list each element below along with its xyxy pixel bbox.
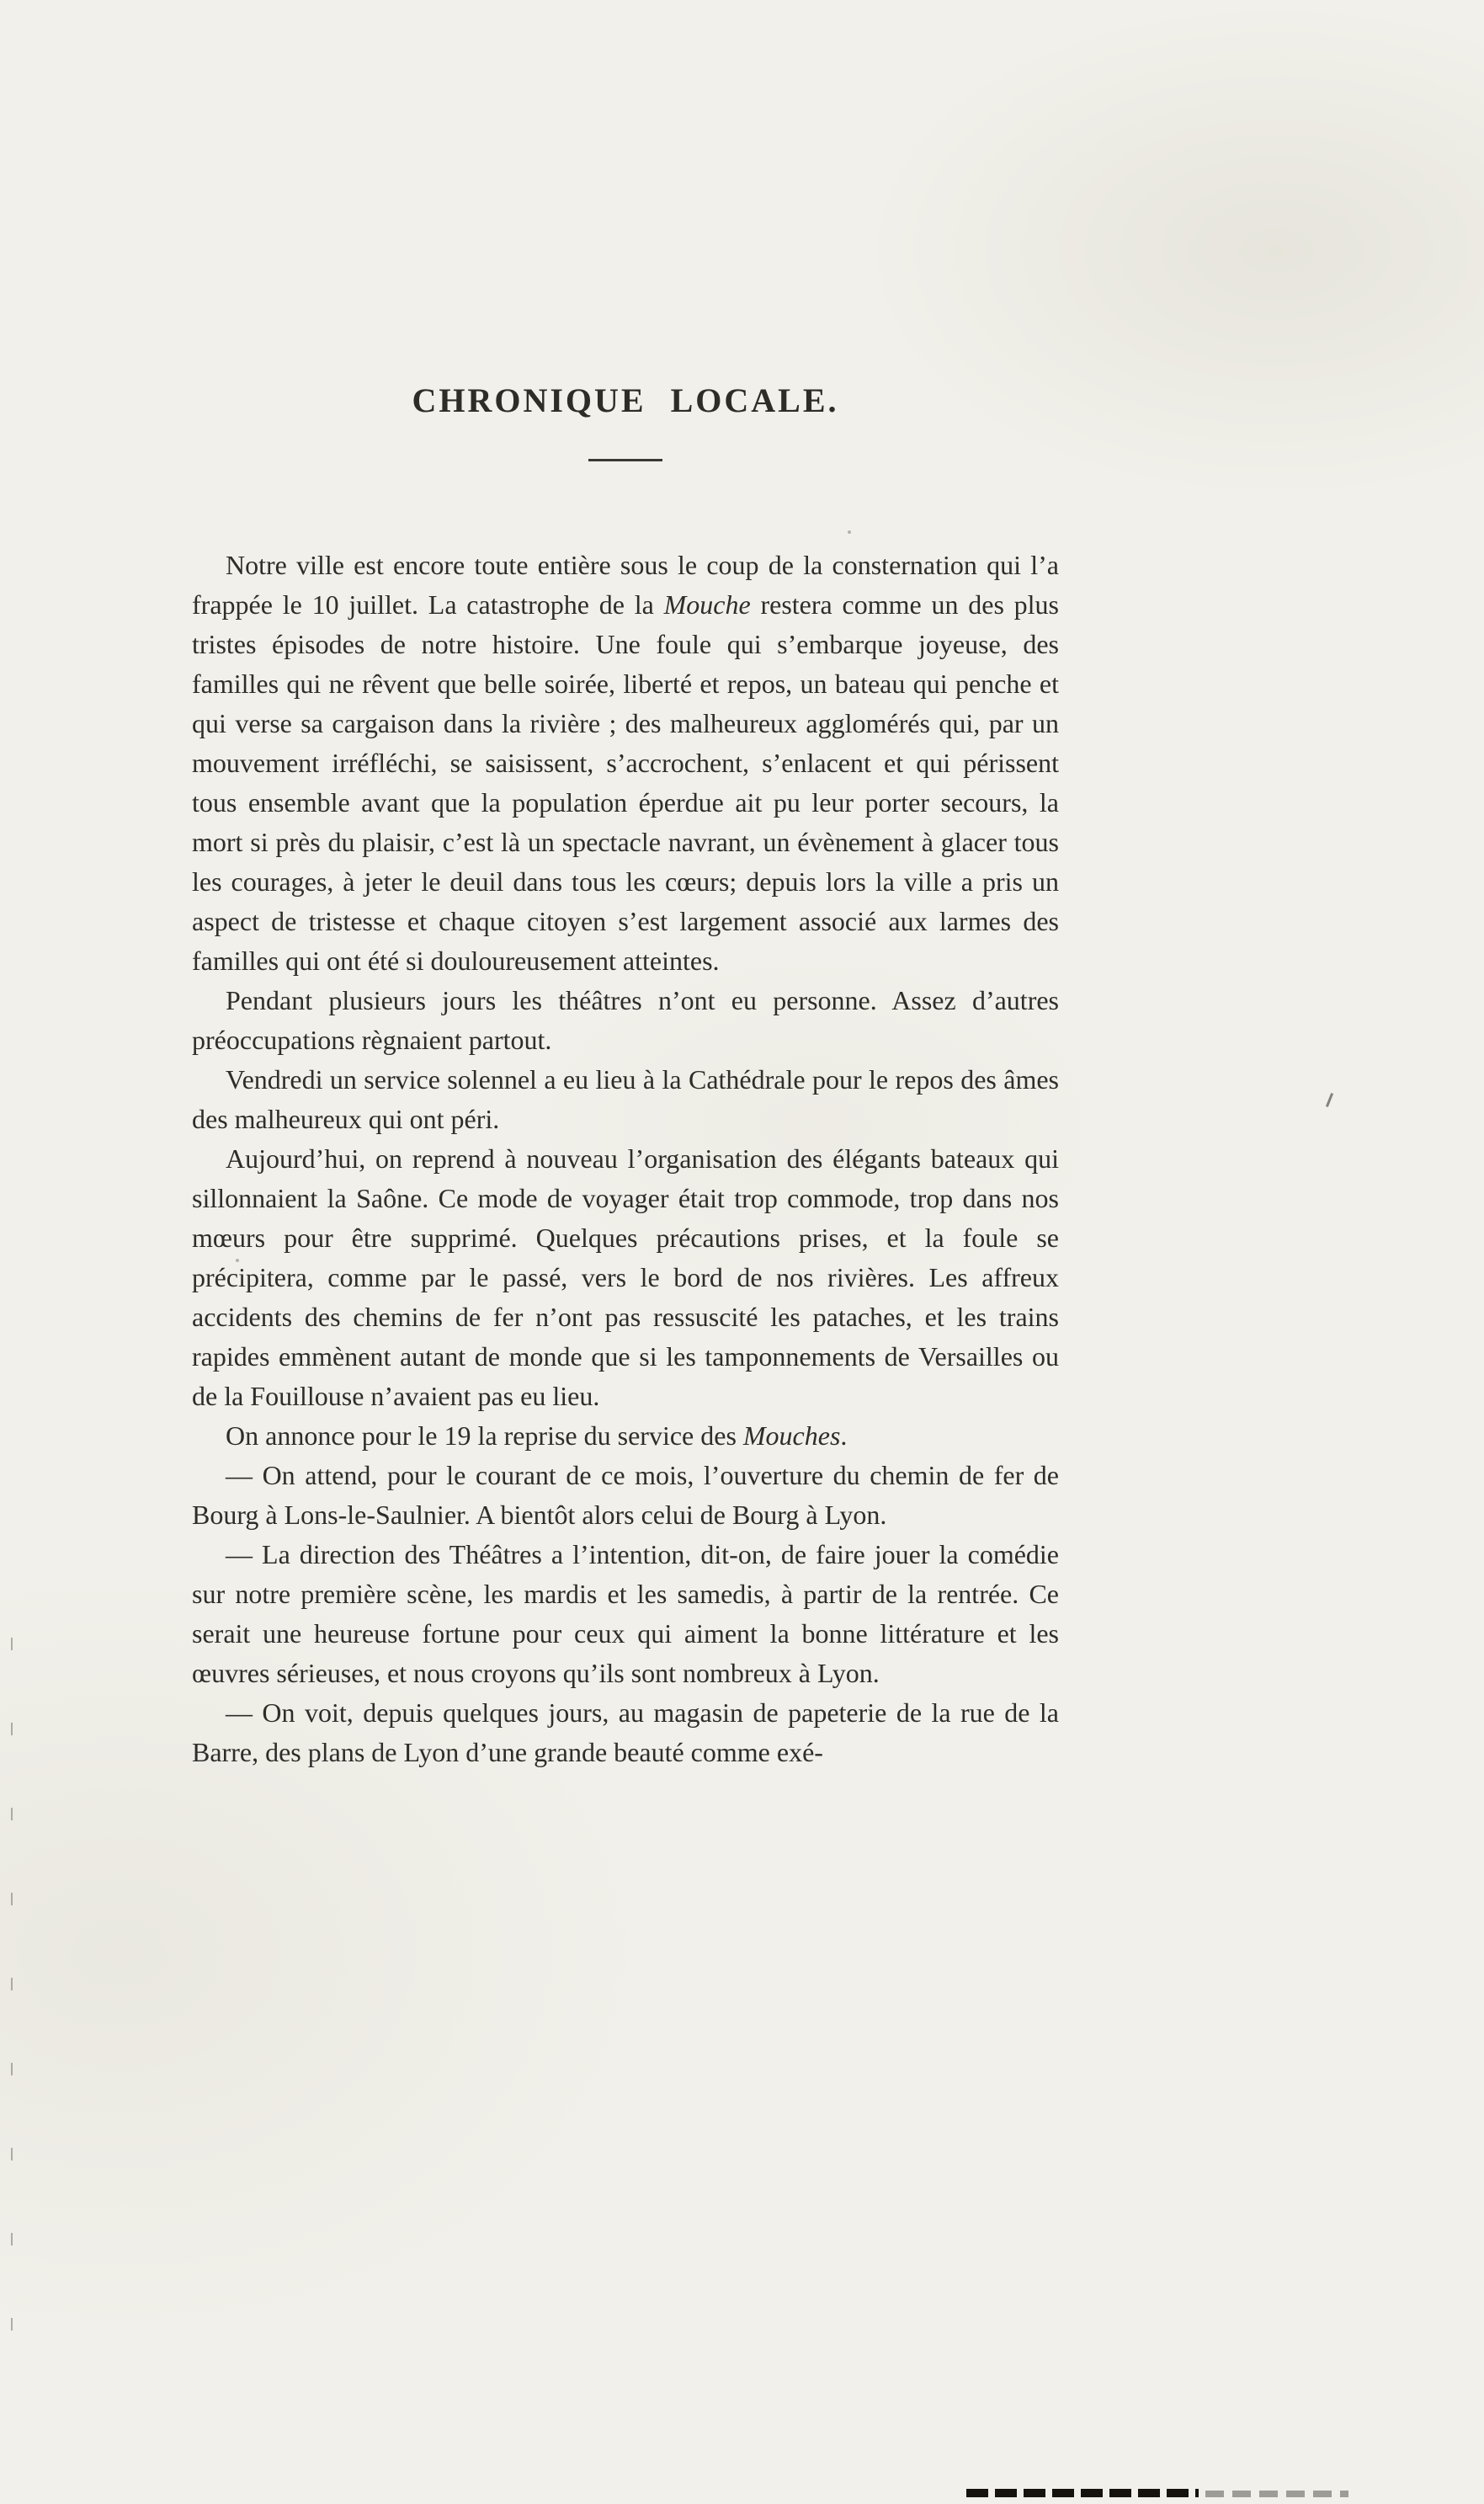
paragraph	[192, 981, 1059, 1060]
body-text-segment: — On voit, depuis quelques jours, au magasin de papeterie de la rue de la Barre, des plans de Lyon d’une grande beauté comme exé-	[192, 1697, 1059, 1767]
scan-artifact-bottom-dashes-faint	[1205, 2491, 1348, 2497]
body-text-segment: Vendredi un service solennel a eu lieu à la Cathédrale pour le repos des âmes des malheureux qui ont péri.	[192, 1064, 1059, 1134]
body-text-segment: .	[840, 1420, 848, 1451]
body-text-segment: — On attend, pour le courant de ce mois, l’ouverture du chemin de fer de Bourg à Lons-le-Saulnier. A bientôt alors celui de Bourg à Lyon.	[192, 1460, 1059, 1530]
scan-artifact-bottom-dashes	[966, 2489, 1199, 2497]
paragraph	[192, 1060, 1059, 1139]
document-body	[192, 546, 1059, 1772]
paragraph	[192, 1416, 1059, 1456]
scan-artifact-left-margin	[11, 1638, 13, 2331]
body-text-segment: restera comme un des plus tristes épisodes de notre histoire. Une foule qui s’embarque joyeuse, des familles qui ne rêvent que belle soirée, liberté et repos, un bateau qui penche et qui verse sa cargaison dans la rivière ; des malheureux agglomérés qui, par un mouvement irréfléchi, se saisissent, s’accrochent, s’enlacent et qui périssent tous ensemble avant que la population éperdue ait pu leur porter secours, la mort si près du plaisir, c’est là un spectacle navrant, un évènement à glacer tous les courages, à jeter le deuil dans tous les cœurs; depuis lors la ville a pris un aspect de tristesse et chaque citoyen s’est largement associé aux larmes des familles qui ont été si douloureusement atteintes.	[192, 589, 1060, 976]
body-text-segment: Aujourd’hui, on reprend à nouveau l’organisation des élégants bateaux qui sillonnaient la Saône. Ce mode de voyager était trop commode, trop dans nos mœurs pour être supprimé. Quelques précautions prises, et la foule se précipitera, comme par le passé, vers le bord de nos rivières. Les affreux accidents des chemins de fer n’ont pas ressuscité les pataches, et les trains rapides emmènent autant de monde que si les tamponnements de Versailles ou de la Fouillouse n’avaient pas eu lieu.	[192, 1143, 1059, 1411]
scan-speck-dot	[848, 530, 851, 534]
paragraph	[192, 1693, 1059, 1772]
scan-speck-dot	[236, 1259, 239, 1262]
paragraph	[192, 1456, 1059, 1535]
page-title: CHRONIQUE LOCALE.	[412, 381, 839, 419]
italic-text: Mouches	[742, 1420, 841, 1451]
italic-text: Mouche	[663, 589, 751, 620]
body-text-segment: On annonce pour le 19 la reprise du service des	[226, 1420, 743, 1451]
paragraph	[192, 1139, 1059, 1416]
body-text-segment: — La direction des Théâtres a l’intention, dit-on, de faire jouer la comédie sur notre première scène, les mardis et les samedis, à partir de la rentrée. Ce serait une heureuse fortune pour ceux qui aiment la bonne littérature et les œuvres sérieuses, et nous croyons qu’ils sont nombreux à Lyon.	[192, 1539, 1059, 1688]
paragraph	[192, 1535, 1059, 1693]
text-block	[192, 381, 1059, 1772]
body-text-segment: Notre ville est encore toute entière sous le coup de la consternation qui l’a frappée le 10 juillet. La catastrophe de la	[192, 550, 1059, 620]
paragraph	[192, 546, 1059, 981]
title-divider	[588, 459, 662, 461]
body-text-segment: Pendant plusieurs jours les théâtres n’ont eu personne. Assez d’autres préoccupations règnaient partout.	[192, 985, 1059, 1055]
